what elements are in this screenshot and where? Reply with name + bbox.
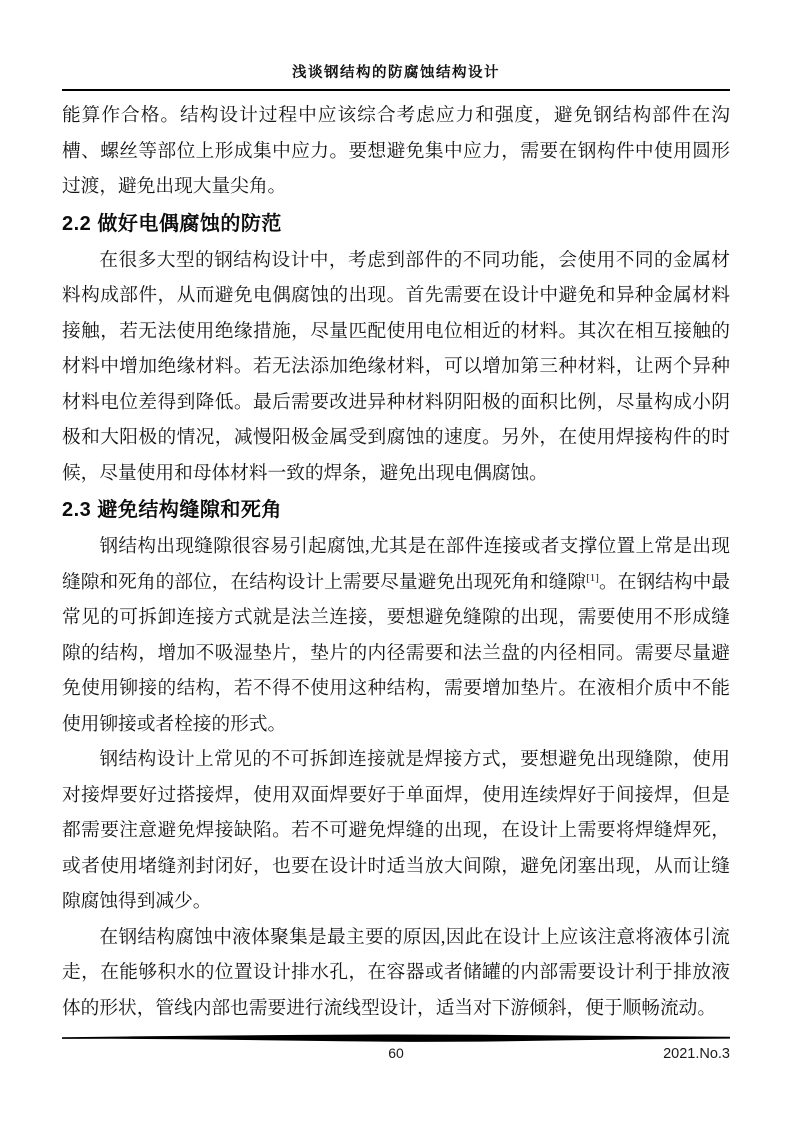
footer-row — [62, 1044, 730, 1064]
paragraph-section-2-3-first — [62, 529, 730, 742]
paragraph-section-2-3-second: 钢结构设计上常见的不可拆卸连接就是焊接方式，要想避免出现缝隙，使用对接焊要好过搭接焊，使用双面焊要好于单面焊，使用连续焊好于间接焊，但是都需要注意避免焊接缺陷。若不可避免焊缝的出现，在设计上需要将焊缝焊死，或者使用堵缝剂封闭好，也要在设计时适当放大间隙，避免闭塞出现，从而让缝隙腐蚀得到减少。 — [62, 749, 730, 912]
section-heading-2-3: 2.3 避免结构缝隙和死角 — [62, 499, 282, 521]
paragraph-section-2-3-third: 在钢结构腐蚀中液体聚集是最主要的原因,因此在设计上应该注意将液体引流走，在能够积水的位置设计排水孔，在容器或者储罐的内部需要设计利于排放液体的形状，管线内部也需要进行流线型设计，适当对下游倾斜，便于顺畅流动。 — [62, 926, 730, 1019]
paragraph-text-before-citation: 钢结构出现缝隙很容易引起腐蚀,尤其是在部件连接或者支撑位置上常是出现缝隙和死角的部位，在结构设计上需要尽量避免出现死角和缝隙 — [62, 536, 730, 593]
paragraph-intro: 能算作合格。结构设计过程中应该综合考虑应力和强度，避免钢结构部件在沟槽、螺丝等部位上形成集中应力。要想避免集中应力，需要在钢构件中使用圆形过渡，避免出现大量尖角。 — [62, 105, 730, 197]
citation-ref-1: [1] — [586, 571, 599, 584]
section-heading-2-2: 2.2 做好电偶腐蚀的防范 — [62, 212, 282, 235]
page-header-title: 浅谈钢结构的防腐蚀结构设计 — [292, 65, 500, 81]
running-head — [62, 0, 730, 91]
document-body — [62, 98, 730, 1026]
issue-label: 2021.No.3 — [663, 1046, 730, 1062]
page-content — [62, 0, 730, 1026]
header-rule — [62, 89, 730, 91]
paragraph-text-after-citation: 。在钢结构中最常见的可拆卸连接方式就是法兰连接，要想避免缝隙的出现，需要使用不形成缝隙的结构，增加不吸湿垫片，垫片的内径需要和法兰盘的内径相同。需要尽量避免使用铆接的结构，若不得不使用这种结构，需要增加垫片。在液相介质中不能使用铆接或者栓接的形式。 — [62, 571, 731, 735]
page-number: 60 — [388, 1045, 404, 1061]
footer-rule — [62, 1034, 730, 1043]
page-footer — [62, 1034, 730, 1064]
paragraph-section-2-2: 在很多大型的钢结构设计中，考虑到部件的不同功能，会使用不同的金属材料构成部件，从而避免电偶腐蚀的出现。首先需要在设计中避免和异种金属材料接触，若无法使用绝缘措施，尽量匹配使用电位相近的材料。其次在相互接触的材料中增加绝缘材料。若无法添加绝缘材料，可以增加第三种材料，让两个异种材料电位差得到降低。最后需要改进异种材料阴阳极的面积比例，尽量构成小阴极和大阳极的情况，减慢阳极金属受到腐蚀的速度。另外，在使用焊接构件的时候，尽量使用和母体材料一致的焊条，避免出现电偶腐蚀。 — [62, 249, 730, 484]
